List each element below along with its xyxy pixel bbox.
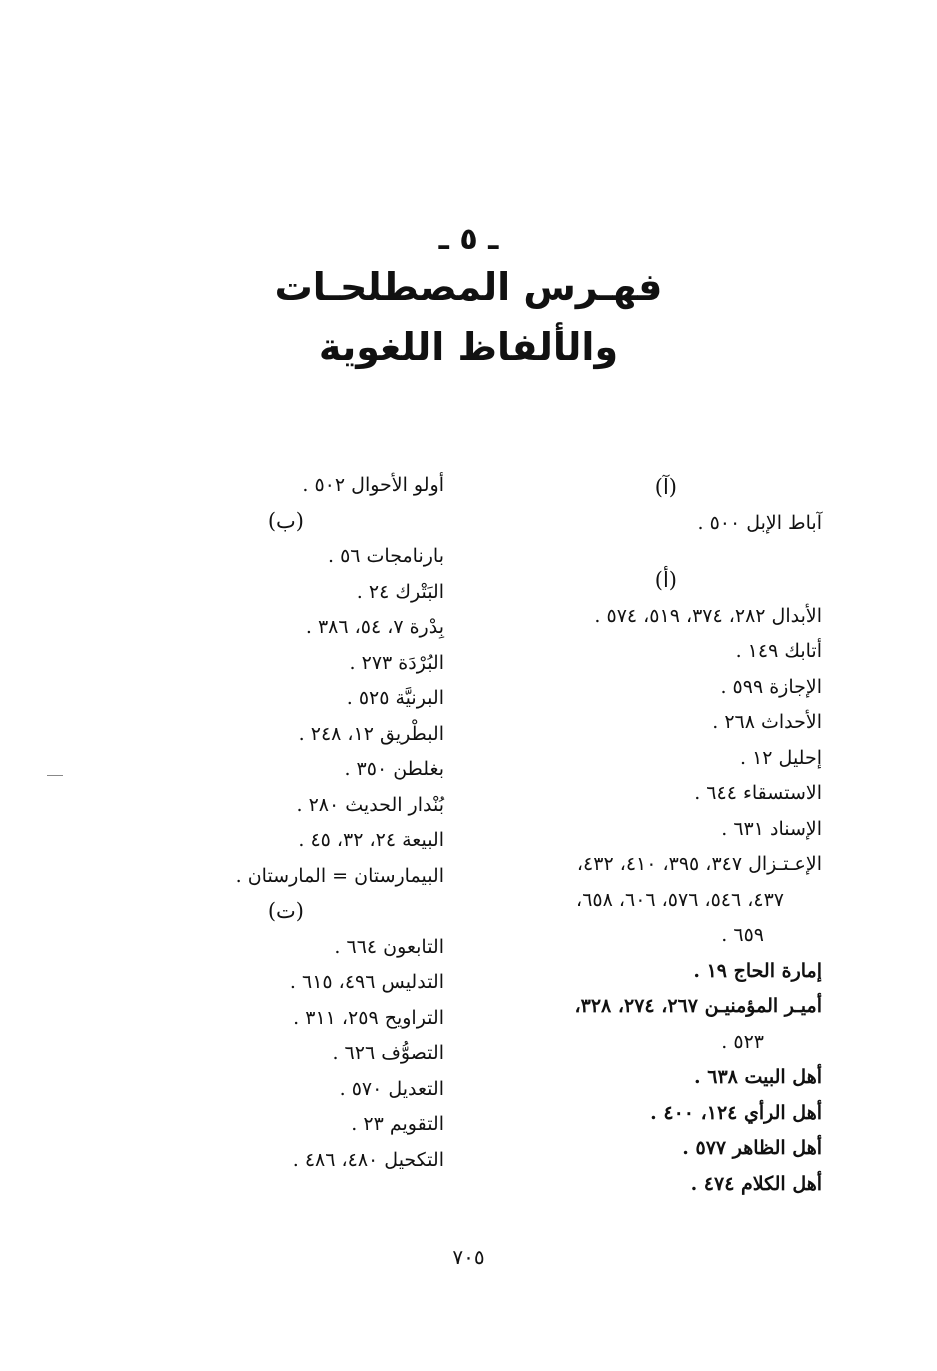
index-entry: التكحيل ٤٨٠، ٤٨٦ . [292, 1148, 444, 1171]
section-number: ـ ٥ ـ [438, 222, 499, 257]
index-entry: أميـر المؤمنيـن ٢٦٧، ٢٧٤، ٣٢٨، [574, 995, 822, 1017]
index-entry: التقويم ٢٣ . [351, 1113, 444, 1135]
index-entry: الإسناد ٦٣١ . [721, 817, 822, 840]
index-entry: التعديل ٥٧٠ . [339, 1077, 444, 1100]
index-entry: الأحداث ٢٦٨ . [712, 711, 822, 733]
index-entry: الأبدال ٢٨٢، ٣٧٤، ٥١٩، ٥٧٤ . [594, 604, 822, 627]
index-entry: البُرْدَة ٢٧٣ . [349, 651, 444, 674]
index-entry-continuation: ٦٥٩ . [721, 924, 764, 946]
index-entry: أهل الرأي ١٢٤، ٤٠٠ . [650, 1101, 822, 1124]
index-entry: الإجازة ٥٩٩ . [720, 675, 822, 698]
index-entry: أهل البيت ٦٣٨ . [694, 1066, 822, 1088]
index-entry: التصوُّف ٦٢٦ . [332, 1042, 444, 1064]
index-entry: أتابك ١٤٩ . [735, 640, 822, 662]
index-entry: البطْريق ١٢، ٢٤٨ . [298, 722, 444, 745]
index-entry: بغلطن ٣٥٠ . [344, 758, 444, 780]
index-entry: البيمارستان = المارستان . [235, 864, 444, 887]
index-entry: الاستسقاء ٦٤٤ . [694, 782, 822, 804]
index-entry: بارنامجات ٥٦ . [327, 545, 444, 567]
index-entry: التراويح ٢٥٩، ٣١١ . [293, 1006, 444, 1029]
margin-mark [47, 775, 63, 776]
letter-heading: (أ) [654, 568, 677, 592]
index-entry: آباط الإبل ٥٠٠ . [697, 511, 822, 534]
index-entry-continuation: ٥٢٣ . [721, 1030, 764, 1053]
index-entry: التدليس ٤٩٦، ٦١٥ . [289, 971, 444, 993]
right-column [492, 470, 822, 1202]
letter-heading: (آ) [654, 475, 677, 499]
index-entry: أهل الكلام ٤٧٤ . [690, 1172, 822, 1195]
index-title-line1: فهـرس المصطلحـات [274, 265, 663, 309]
index-entry-continuation: ٤٣٧، ٥٤٦، ٥٧٦، ٦٠٦، ٦٥٨، [576, 888, 784, 911]
section-gap [492, 541, 822, 563]
page-number: ٧٠٥ [452, 1245, 485, 1269]
index-entry: التابعون ٦٦٤ . [334, 935, 444, 958]
index-entry: أهل الظاهر ٥٧٧ . [682, 1137, 822, 1159]
index-entry: بِدْرة ٧، ٥٤، ٣٨٦ . [305, 616, 444, 638]
index-entry: الإعـتـزال ٣٤٧، ٣٩٥، ٤١٠، ٤٣٢، [576, 853, 822, 875]
index-entry: بُنْدار الحديث ٢٨٠ . [296, 793, 444, 816]
index-entry: أولو الأحوال ٥٠٢ . [302, 474, 444, 496]
left-column [184, 468, 444, 1178]
letter-heading: (ب) [267, 508, 304, 533]
index-entry: البَتْرك ٢٤ . [356, 580, 444, 603]
index-entry: البرنيَّة ٥٢٥ . [346, 687, 444, 709]
index-entry: إمارة الحاج ١٩ . [693, 959, 822, 982]
letter-heading: (ت) [267, 899, 304, 923]
index-entry: إحليل ١٢ . [740, 746, 822, 769]
index-title-line2: والألفاظ اللغوية [318, 325, 619, 369]
index-entry: البيعة ٢٤، ٣٢، ٤٥ . [298, 829, 444, 851]
